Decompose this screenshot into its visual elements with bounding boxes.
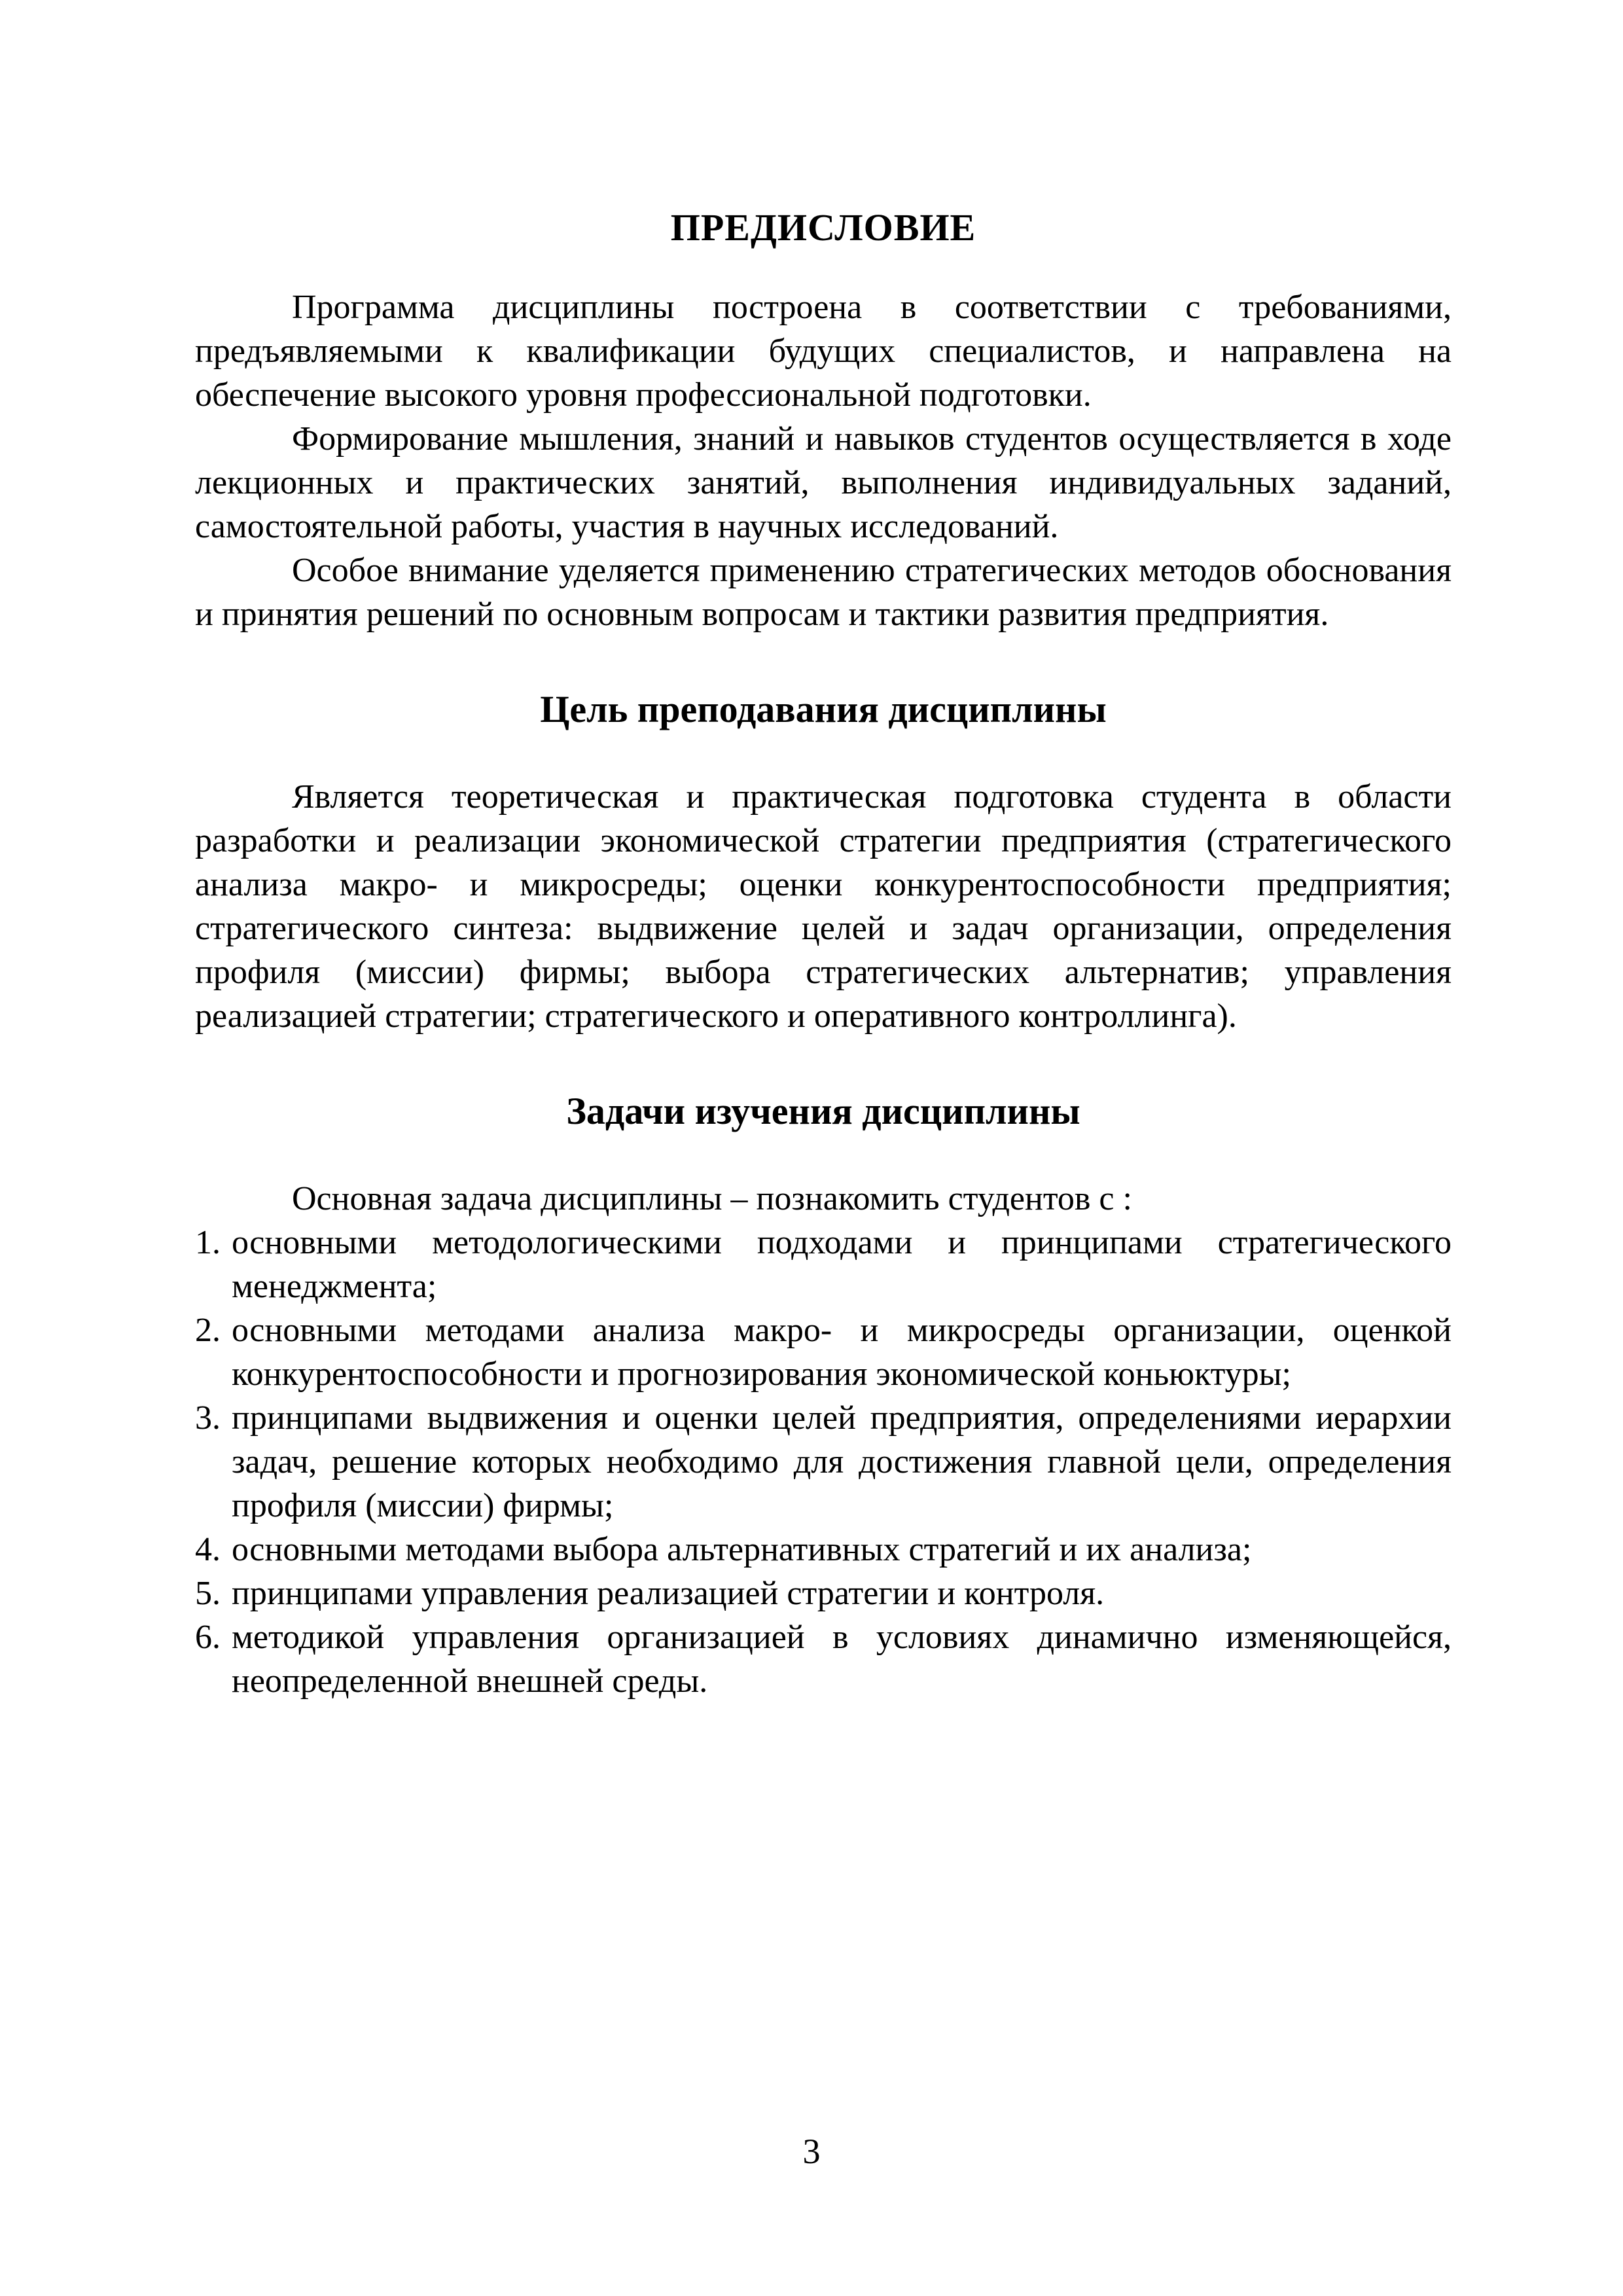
preface-title: ПРЕДИСЛОВИЕ xyxy=(670,206,976,249)
list-item-number: 6. xyxy=(195,1619,221,1656)
list-item-number: 2. xyxy=(195,1312,221,1349)
list-item-number: 5. xyxy=(195,1575,221,1612)
list-item-text: основными методами выбора альтернативных стратегий и их анализа; xyxy=(232,1531,1252,1568)
preface-paragraph-2: Формирование мышления, знаний и навыков студентов осуществляется в ходе лекционных и практических занятий, выполнения индивидуальных заданий, самостоятельной работы, участия в научных исследований. xyxy=(195,420,1452,545)
preface-paragraph-1: Программа дисциплины построена в соответствии с требованиями, предъявляемыми к квалификации будущих специалистов, и направлена на обеспечение высокого уровня профессиональной подготовки. xyxy=(195,289,1452,414)
list-item xyxy=(195,1308,1452,1396)
list-item xyxy=(195,1396,1452,1528)
list-item-text: методикой управления организацией в условиях динамично изменяющейся, неопределенной внешней среды. xyxy=(232,1619,1452,1700)
tasks-list xyxy=(195,1221,1452,1703)
list-item-text: основными методами анализа макро- и микросреды организации, оценкой конкурентоспособности и прогнозирования экономической коньюктуры; xyxy=(232,1312,1452,1393)
list-item xyxy=(195,1528,1452,1571)
list-item xyxy=(195,1615,1452,1703)
list-item-number: 3. xyxy=(195,1399,221,1437)
list-item-text: основными методологическими подходами и принципами стратегического менеджмента; xyxy=(232,1224,1452,1305)
list-item-number: 1. xyxy=(195,1224,221,1261)
goal-title: Цель преподавания дисциплины xyxy=(540,688,1107,730)
list-item xyxy=(195,1221,1452,1308)
list-item-text: принципами выдвижения и оценки целей предприятия, определениями иерархии задач, решение которых необходимо для достижения главной цели, определения профиля (миссии) фирмы; xyxy=(232,1399,1452,1524)
page-content xyxy=(195,202,1452,1703)
tasks-title: Задачи изучения дисциплины xyxy=(566,1090,1080,1132)
page-number: 3 xyxy=(802,2132,821,2171)
list-item xyxy=(195,1571,1452,1615)
list-item-number: 4. xyxy=(195,1531,221,1568)
list-item-text: принципами управления реализацией стратегии и контроля. xyxy=(232,1575,1105,1612)
preface-paragraph-3: Особое внимание уделяется применению стратегических методов обоснования и принятия решений по основным вопросам и тактики развития предприятия. xyxy=(195,552,1452,633)
goal-paragraph: Является теоретическая и практическая подготовка студента в области разработки и реализации экономической стратегии предприятия (стратегического анализа макро- и микросреды; оценки конкурентоспособности предприятия; стратегического синтеза: выдвижение целей и задач организации, определения профиля (миссии) фирмы; выбора стратегических альтернатив; управления реализацией стратегии; стратегического и оперативного контроллинга). xyxy=(195,778,1452,1035)
tasks-lead: Основная задача дисциплины – познакомить студентов с : xyxy=(292,1180,1132,1217)
